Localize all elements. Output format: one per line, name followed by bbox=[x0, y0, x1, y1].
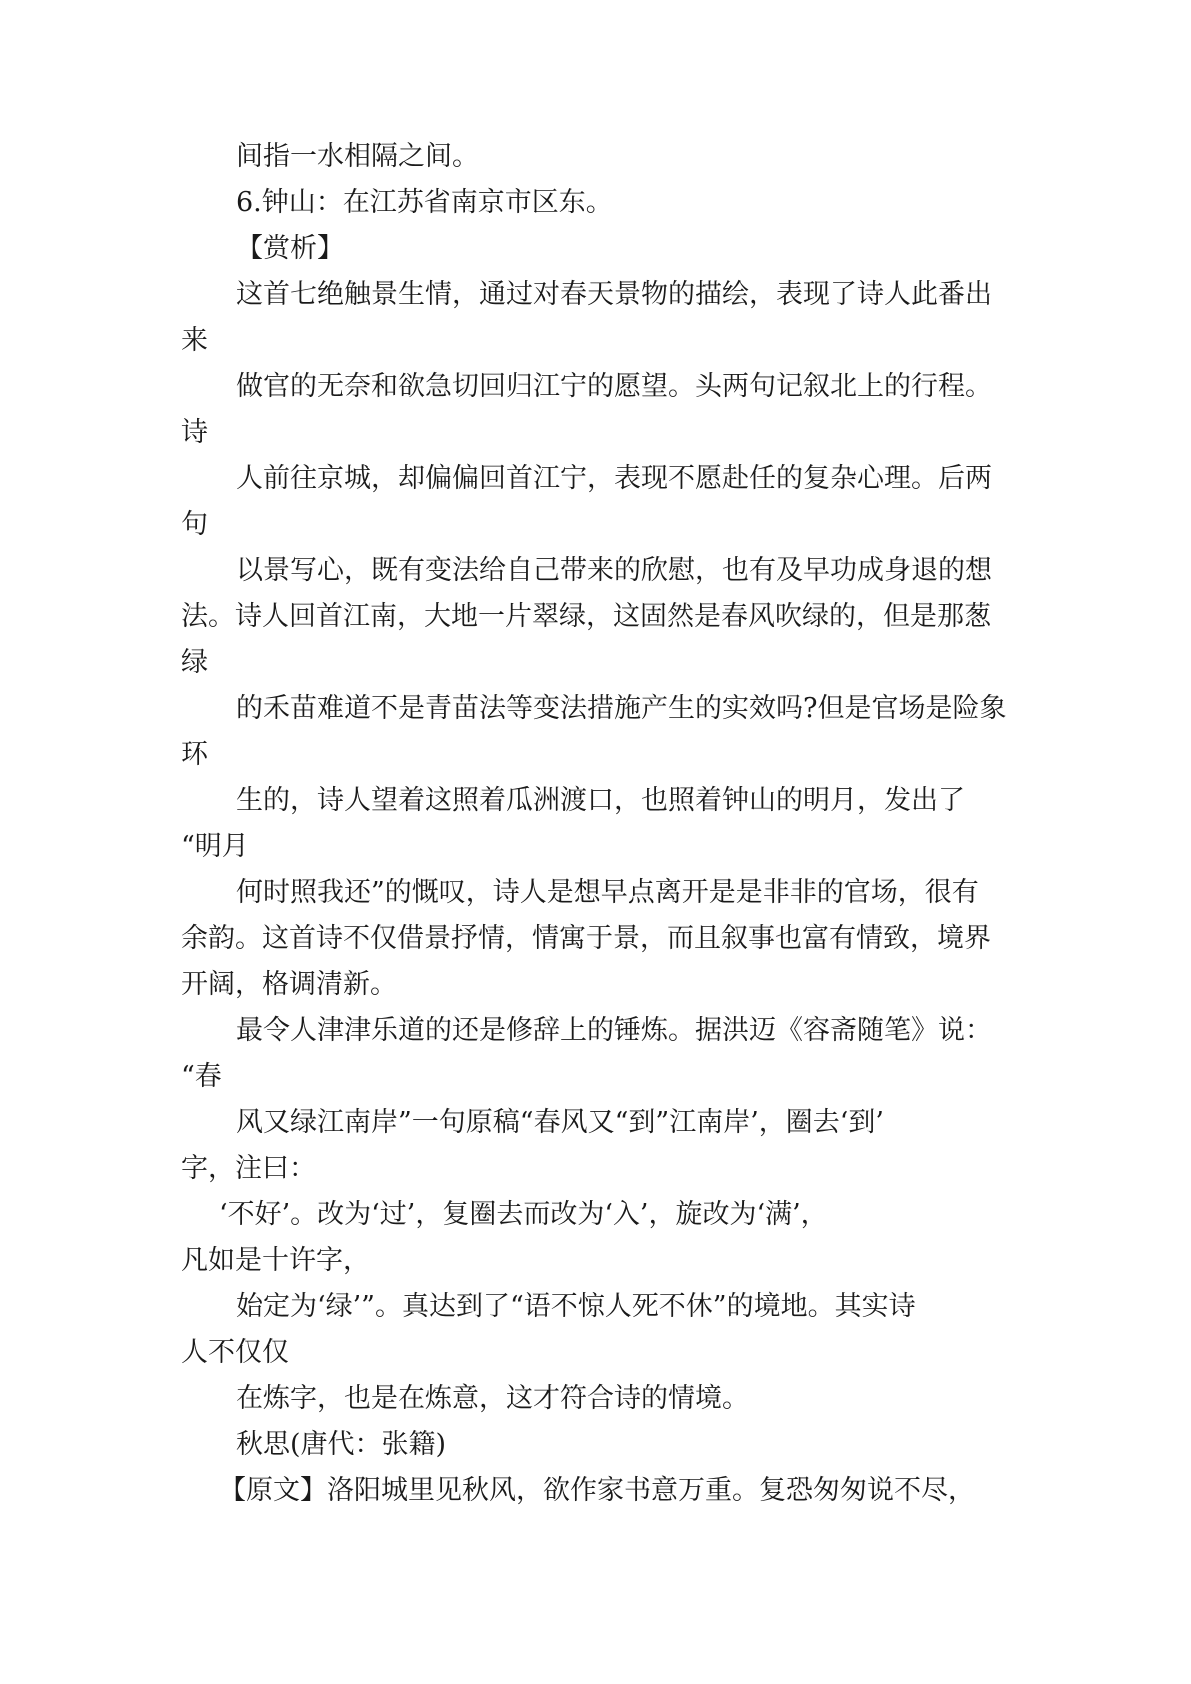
text-line: 6.钟山：在江苏省南京市区东。 bbox=[236, 187, 613, 218]
text-line: 始定为‘绿’”。真达到了“语不惊人死不休”的境地。其实诗 bbox=[236, 1291, 916, 1322]
text-line: 字，注曰： bbox=[181, 1153, 316, 1184]
poem-title: 秋思(唐代：张籍) bbox=[236, 1429, 447, 1460]
text-line: 绿 bbox=[181, 647, 208, 678]
text-line: 诗 bbox=[181, 417, 208, 448]
text-line: 环 bbox=[181, 739, 208, 770]
section-heading: 【赏析】 bbox=[236, 233, 344, 264]
text-line: 最令人津津乐道的还是修辞上的锤炼。据洪迈《容斋随笔》说： bbox=[236, 1015, 992, 1046]
text-line: 在炼字，也是在炼意，这才符合诗的情境。 bbox=[236, 1383, 749, 1414]
text-line: “明月 bbox=[181, 831, 249, 862]
text-line: 的禾苗难道不是青苗法等变法措施产生的实效吗?但是官场是险象 bbox=[236, 693, 1007, 724]
text-line: 余韵。这首诗不仅借景抒情，情寓于景，而且叙事也富有情致，境界 bbox=[181, 923, 991, 954]
text-line: 凡如是十许字， bbox=[181, 1245, 370, 1276]
text-line: 生的，诗人望着这照着瓜洲渡口，也照着钟山的明月，发出了 bbox=[236, 785, 965, 816]
text-line: 何时照我还”的慨叹，诗人是想早点离开是是非非的官场，很有 bbox=[236, 877, 979, 908]
text-line: 做官的无奈和欲急切回归江宁的愿望。头两句记叙北上的行程。 bbox=[236, 371, 992, 402]
text-line: 风又绿江南岸”一句原稿“春风又“到”江南岸’，圈去‘到’ bbox=[236, 1107, 884, 1138]
text-line: 这首七绝触景生情，通过对春天景物的描绘，表现了诗人此番出 bbox=[236, 279, 992, 310]
text-line: 来 bbox=[181, 325, 208, 356]
text-line: 人前往京城，却偏偏回首江宁，表现不愿赴任的复杂心理。后两 bbox=[236, 463, 992, 494]
text-line: 法。诗人回首江南，大地一片翠绿，这固然是春风吹绿的，但是那葱 bbox=[181, 601, 991, 632]
poem-original-text: 【原文】洛阳城里见秋风，欲作家书意万重。复恐匆匆说不尽， bbox=[219, 1475, 975, 1506]
text-line: 人不仅仅 bbox=[181, 1337, 289, 1368]
text-line: 间指一水相隔之间。 bbox=[236, 141, 479, 172]
text-line: 以景写心，既有变法给自己带来的欣慰，也有及早功成身退的想 bbox=[236, 555, 992, 586]
text-line: 开阔，格调清新。 bbox=[181, 969, 397, 1000]
text-line: “春 bbox=[181, 1061, 222, 1092]
text-line: 句 bbox=[181, 509, 208, 540]
document-page bbox=[181, 134, 1021, 1514]
text-line: ‘不好’。改为‘过’，复圈去而改为‘入’，旋改为‘满’， bbox=[219, 1199, 828, 1230]
